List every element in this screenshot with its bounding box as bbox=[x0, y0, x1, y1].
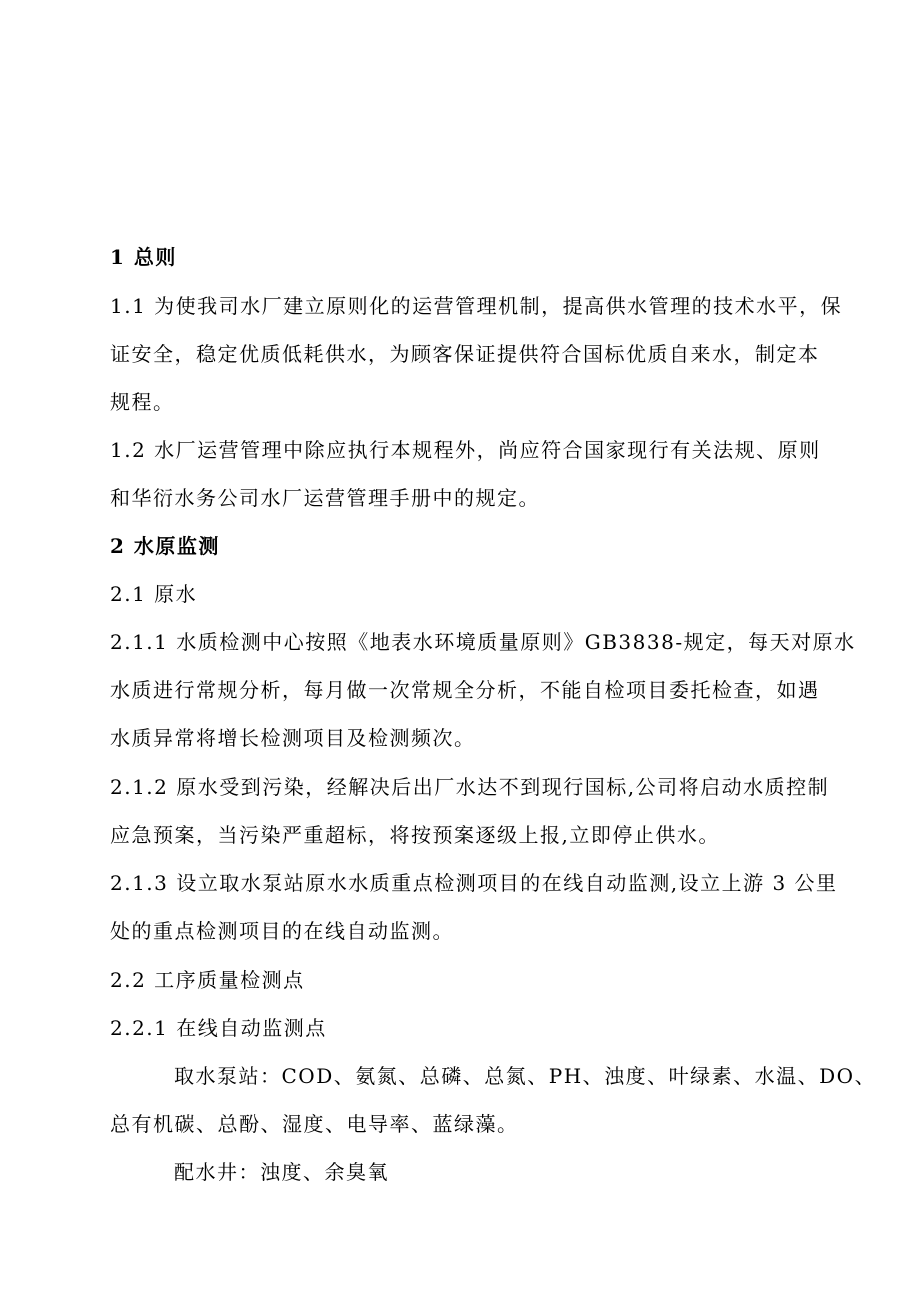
paragraph-line: 取水泵站：COD、氨氮、总磷、总氮、PH、浊度、叶绿素、水温、DO、 bbox=[174, 1064, 877, 1088]
paragraph-1-2 bbox=[110, 426, 830, 522]
subheading-text: 2.2 工序质量检测点 bbox=[110, 968, 305, 992]
paragraph-line: 应急预案，当污染严重超标，将按预案逐级上报,立即停止供水。 bbox=[110, 823, 720, 847]
subheading-text: 2.2.1 在线自动监测点 bbox=[110, 1016, 327, 1040]
paragraph-line: 2.1.3 设立取水泵站原水水质重点检测项目的在线自动监测,设立上游 3 公里 bbox=[110, 871, 838, 895]
paragraph-line: 和华衍水务公司水厂运营管理手册中的规定。 bbox=[110, 486, 540, 510]
subsection-heading-2-1 bbox=[110, 570, 830, 618]
section-heading-2 bbox=[110, 522, 830, 570]
paragraph-intake-station bbox=[110, 1052, 877, 1148]
paragraph-line: 水质异常将增长检测项目及检测频次。 bbox=[110, 726, 476, 750]
paragraph-line: 2.1.2 原水受到污染，经解决后出厂水达不到现行国标,公司将启动水质控制 bbox=[110, 775, 830, 799]
paragraph-1-1 bbox=[110, 282, 843, 426]
heading-text: 2 水原监测 bbox=[110, 534, 220, 558]
paragraph-2-1-2 bbox=[110, 763, 830, 859]
subheading-text: 2.1 原水 bbox=[110, 582, 198, 606]
heading-text: 1 总则 bbox=[110, 245, 177, 269]
paragraph-line: 证安全，稳定优质低耗供水，为顾客保证提供符合国标优质自来水，制定本 bbox=[110, 342, 820, 366]
paragraph-line: 总有机碳、总酚、湿度、电导率、蓝绿藻。 bbox=[110, 1112, 519, 1136]
paragraph-2-1-1 bbox=[110, 618, 856, 762]
paragraph-line: 处的重点检测项目的在线自动监测。 bbox=[110, 919, 454, 943]
paragraph-line: 1.1 为使我司水厂建立原则化的运营管理机制，提高供水管理的技术水平，保 bbox=[110, 294, 843, 318]
paragraph-2-1-3 bbox=[110, 859, 838, 955]
paragraph-line: 1.2 水厂运营管理中除应执行本规程外，尚应符合国家现行有关法规、原则 bbox=[110, 438, 821, 462]
paragraph-line: 水质进行常规分析，每月做一次常规全分析，不能自检项目委托检查，如遇 bbox=[110, 678, 820, 702]
section-heading-1 bbox=[110, 233, 830, 281]
subsection-heading-2-2 bbox=[110, 956, 830, 1004]
paragraph-line: 2.1.1 水质检测中心按照《地表水环境质量原则》GB3838-规定，每天对原水 bbox=[110, 630, 856, 654]
paragraph-line: 配水井：浊度、余臭氧 bbox=[174, 1160, 389, 1184]
subsection-heading-2-2-1 bbox=[110, 1004, 830, 1052]
paragraph-distribution-well bbox=[110, 1148, 830, 1196]
paragraph-line: 规程。 bbox=[110, 390, 175, 414]
